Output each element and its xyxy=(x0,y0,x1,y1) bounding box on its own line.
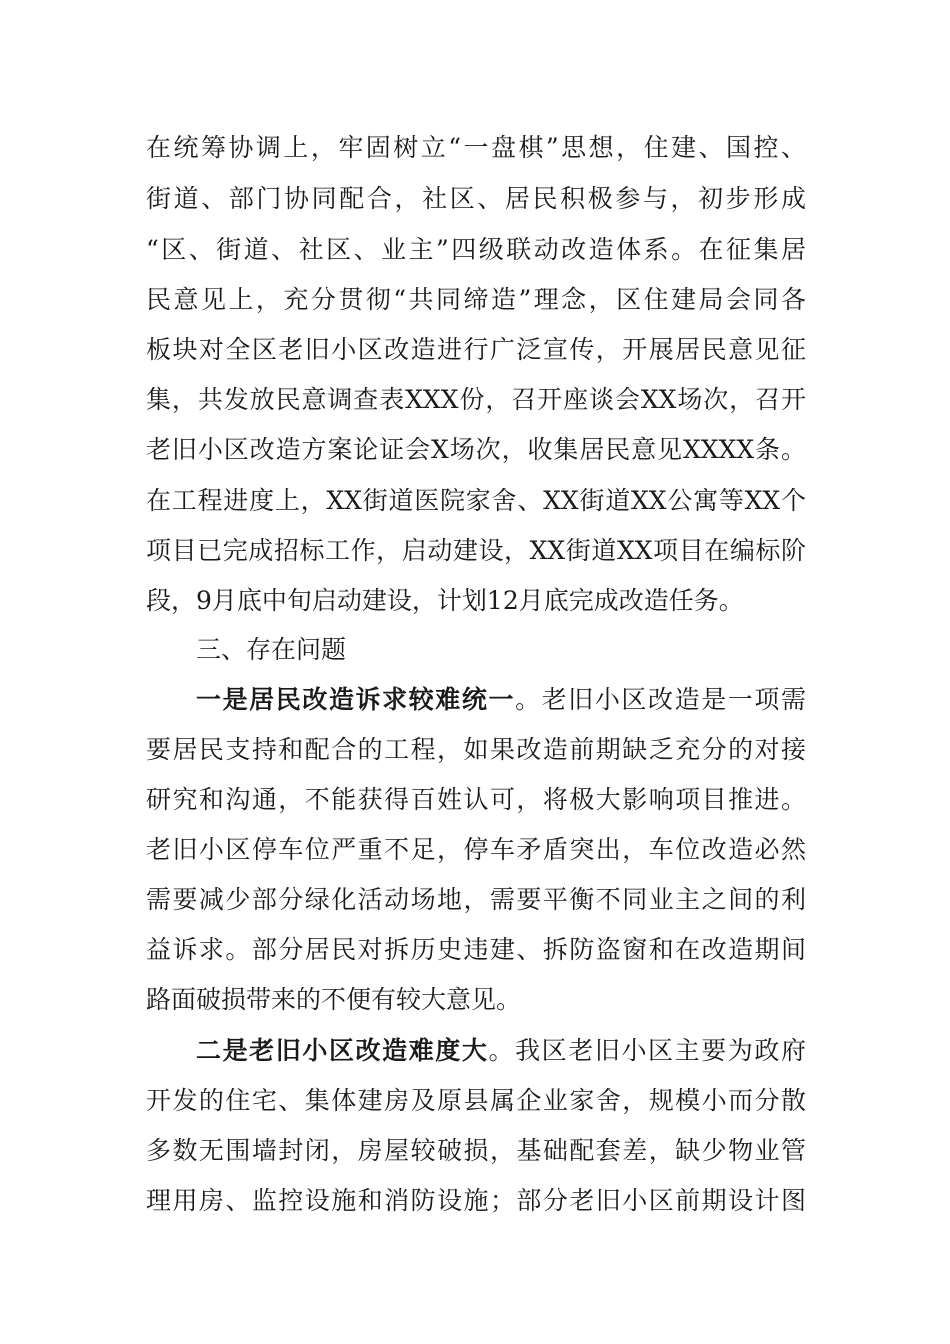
body-text-line: 民意见上，充分贯彻“共同缔造”理念，区住建局会同各 xyxy=(146,285,806,314)
body-text-line: 理用房、监控设施和消防设施；部分老旧小区前期设计图 xyxy=(146,1186,806,1215)
body-text-line: 段，9月底中旬启动建设，计划12月底完成改造任务。 xyxy=(146,586,744,615)
body-text-line: 开发的住宅、集体建房及原县属企业家舍，规模小而分散 xyxy=(146,1086,806,1115)
problem-one-lead: 一是居民改造诉求较难统一 xyxy=(196,685,516,714)
body-text-line: 益诉求。部分居民对拆历史违建、拆防盗窗和在改造期间 xyxy=(146,935,806,964)
problem-two-first-line-rest: 。我区老旧小区主要为政府 xyxy=(488,1036,806,1065)
body-text-line: 板块对全区老旧小区改造进行广泛宣传，开展居民意见征 xyxy=(146,335,806,364)
body-text-line: “区、街道、社区、业主”四级联动改造体系。在征集居 xyxy=(146,235,806,264)
problem-two-lead: 二是老旧小区改造难度大 xyxy=(196,1036,489,1065)
body-text-line: 在统筹协调上，牢固树立“一盘棋”思想，住建、国控、 xyxy=(146,133,806,162)
body-text-line: 项目已完成招标工作，启动建设，XX街道XX项目在编标阶 xyxy=(146,536,806,565)
body-text-line: 在工程进度上，XX街道医院家舍、XX街道XX公寓等XX个 xyxy=(146,486,806,515)
body-text-line: 多数无围墙封闭，房屋较破损，基础配套差，缺少物业管 xyxy=(146,1136,806,1165)
problem-two-first-line xyxy=(196,1031,806,1071)
body-text-line: 要居民支持和配合的工程，如果改造前期缺乏充分的对接 xyxy=(146,735,806,764)
body-text-line: 需要减少部分绿化活动场地，需要平衡不同业主之间的利 xyxy=(146,885,806,914)
section-heading: 三、存在问题 xyxy=(196,635,347,664)
problem-one-first-line-rest: 。老旧小区改造是一项需 xyxy=(515,685,806,714)
body-text-line: 路面破损带来的不便有较大意见。 xyxy=(146,985,522,1014)
body-text-line: 研究和沟通，不能获得百姓认可，将极大影响项目推进。 xyxy=(146,785,806,814)
body-text-line: 老旧小区改造方案论证会X场次，收集居民意见XXXX条。 xyxy=(146,435,806,464)
problem-one-first-line xyxy=(196,680,806,720)
body-text-line: 街道、部门协同配合，社区、居民积极参与，初步形成 xyxy=(146,184,806,213)
body-text-line: 集，共发放民意调查表XXX份，召开座谈会XX场次，召开 xyxy=(146,385,806,414)
body-text-line: 老旧小区停车位严重不足，停车矛盾突出，车位改造必然 xyxy=(146,835,806,864)
